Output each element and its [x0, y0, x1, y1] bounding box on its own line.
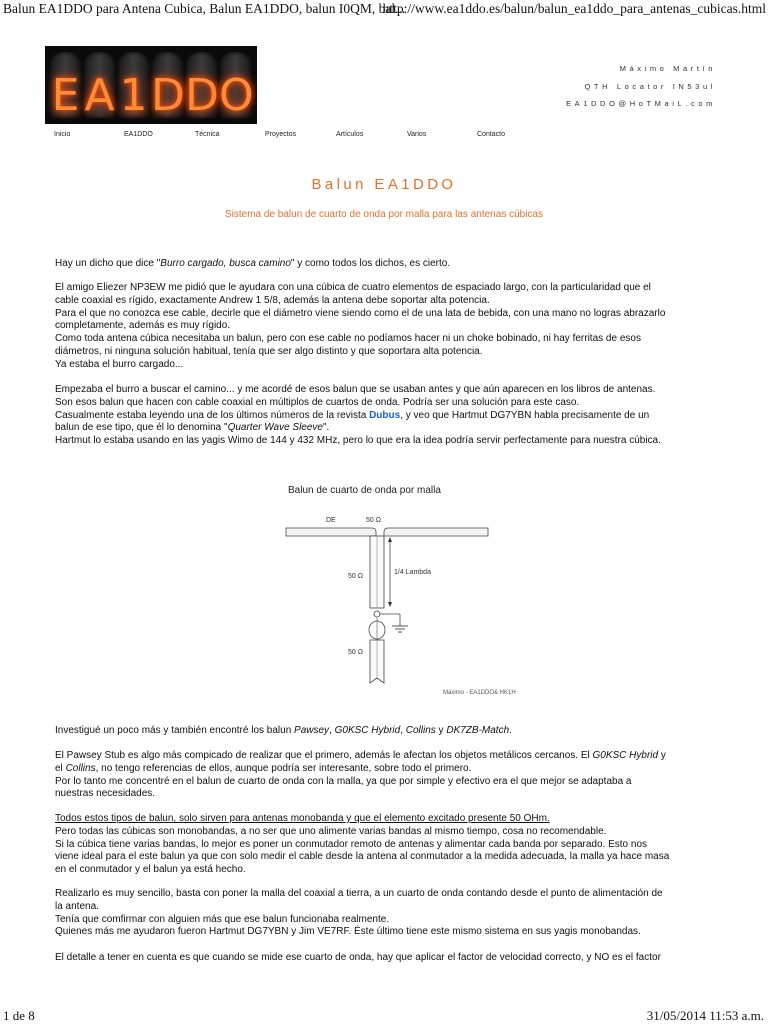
text-fragment: balun de ese tipo, que él lo denomina "	[55, 422, 228, 434]
paragraph-search	[55, 384, 715, 448]
text-line: Por lo tanto me concentré en el balun de cuarto de onda con la malla, ya que por simple y efectivo era el que mejor se adaptaba a	[55, 775, 632, 787]
print-page-number: 1 de 8	[3, 1008, 35, 1023]
text-fragment: ,	[400, 725, 406, 736]
text-line	[55, 422, 715, 435]
label-z-top: 50 Ω	[366, 517, 381, 524]
page-subtitle: Sistema de balun de cuarto de onda por malla para las antenas cúbicas	[225, 209, 543, 220]
text-fragment: " y como todos los dichos, es cierto.	[290, 258, 451, 269]
contact-name: Máximo Martín	[619, 64, 716, 73]
label-quarter-lambda: 1/4 Lambda	[394, 569, 431, 576]
paragraph-monoband	[55, 813, 715, 877]
nav-item-articulos[interactable]: Artículos	[336, 131, 364, 138]
text-fragment: el	[55, 762, 66, 774]
italic-term: DK7ZB-Match	[446, 725, 510, 736]
text-line: cable coaxial es rígido, exactamente Andrew 1 5/8, además la antena debe soportar alta potencia.	[55, 294, 490, 306]
text-line: diámetros, ni ninguna solución habitual, tenía que ser algo distinto y que soportara alta potencia.	[55, 345, 483, 357]
italic-term: Pawsey	[294, 725, 330, 736]
text-line	[55, 763, 715, 776]
logo-char: 1	[119, 70, 148, 121]
text-line: Empezaba el burro a buscar el camino... y me acordé de esos balun que se usaban antes y que aún aparecen en los libros de antenas.	[55, 384, 656, 395]
paragraph-comparison	[55, 750, 715, 801]
paragraph-velocity-factor	[55, 952, 715, 965]
dipole-right-element	[384, 528, 488, 536]
text-line: Tenía que comfirmar con alguien más que ese balun funcionaba realmente.	[55, 913, 390, 925]
text-line: El amigo Eliezer NP3EW me pidió que le ayudara con una cúbica de cuatro elementos de espaciado largo, con la particularidad que el	[55, 282, 651, 293]
text-fragment: .	[509, 725, 512, 736]
text-line: en el conmutador y el balun ya está hecho.	[55, 864, 246, 876]
logo-char: O	[219, 70, 254, 121]
text-line: Ya estaba el burro cargado...	[55, 358, 184, 370]
label-de: DE	[326, 517, 336, 524]
contact-email[interactable]: EA1DDO@HoTMaiL.com	[566, 99, 716, 108]
text-line: nuestras necesidades.	[55, 788, 156, 800]
site-logo[interactable]	[45, 46, 257, 124]
text-line: Quienes más me ayudaron fueron Hartmut DG7YBN y Jim VE7RF. Éste último tiene este mismo sistema en sus yagis monobandas.	[55, 926, 641, 938]
contact-locator: QTH Locator IN53ul	[584, 82, 716, 91]
logo-char: D	[151, 70, 185, 121]
text-fragment: y	[435, 725, 447, 736]
italic-term: Collins	[65, 762, 96, 774]
text-fragment: y	[658, 750, 666, 761]
text-line	[55, 750, 715, 763]
text-line: Si la cúbica tiene varias bandas, lo mejor es poner un conmutador remoto de antenas y alimentar cada banda por separado. Esto nos	[55, 838, 648, 850]
diagram-title: Balun de cuarto de onda por malla	[288, 485, 441, 496]
diagram-credit: Máximo - EA1DDO& HK1H	[443, 690, 516, 696]
text-line: Realizarlo es muy sencillo, basta con poner la malla del coaxial a tierra, a un cuarto de onda contando desde el punto de alimentación de	[55, 888, 663, 899]
text-fragment: El Pawsey Stub es algo más compicado de realizar que el primero, además le afectan los objetos metálicos cercanos. El	[55, 750, 593, 761]
text-line: la antena.	[55, 900, 99, 912]
paragraph-build	[55, 888, 715, 939]
dubus-link[interactable]: Dubus	[369, 409, 401, 421]
dipole-left-element	[286, 528, 376, 536]
text-fragment: ".	[323, 422, 330, 434]
print-footer	[0, 1008, 768, 1024]
text-line: Para el que no conozca ese cable, decirle que el diámetro viene siendo como el de una lata de bebida, con una mano no logras abrazarlo	[55, 307, 666, 319]
main-nav	[0, 131, 768, 143]
text-fragment: ,	[329, 725, 335, 736]
italic-quote: Burro cargado, busca camino	[160, 258, 291, 269]
text-fragment: Investigué un poco más y también encontré los balun	[55, 725, 295, 736]
junction-node	[374, 611, 380, 617]
label-z-bot: 50 Ω	[348, 649, 363, 656]
nav-item-contacto[interactable]: Contacto	[477, 131, 506, 138]
text-line: completamente, además es muy rígido.	[55, 320, 231, 332]
text-fragment: , no tengo referencias de ellos, aunque podría ser interesante, sobre todo el primero.	[95, 762, 472, 774]
balun-diagram	[278, 478, 558, 700]
label-z-mid: 50 Ω	[348, 573, 363, 580]
underlined-statement: Todos estos tipos de balun, solo sirven para antenas monobanda y que el elemento excitado presente 50 OHm.	[55, 813, 550, 824]
nav-item-proyectos[interactable]: Proyectos	[265, 131, 297, 138]
text-line: Son esos balun que hacen con cable coaxial en múltiplos de cuartos de onda. Podría ser una solución para este caso.	[55, 396, 580, 408]
logo-char: E	[51, 70, 80, 121]
text-line	[55, 410, 715, 423]
print-datetime: 31/05/2014 11:53 a.m.	[646, 1008, 764, 1023]
text-line	[55, 725, 715, 738]
italic-term: Collins	[405, 725, 436, 736]
text-fragment: Casualmente estaba leyendo una de los últimos números de la revista	[55, 409, 370, 421]
logo-char: D	[185, 70, 219, 121]
nav-item-ea1ddo[interactable]: EA1DDO	[124, 131, 153, 138]
print-url: http://www.ea1ddo.es/balun/balun_ea1ddo_para_antenas_cubicas.html	[382, 1, 766, 16]
italic-term: G0KSC Hybrid	[334, 725, 401, 736]
logo-char: A	[84, 70, 115, 121]
text-fragment: Hay un dicho que dice "	[55, 258, 161, 269]
text-line: Hartmut lo estaba usando en las yagis Wimo de 144 y 432 MHz, pero lo que era la idea podría servir perfectamente para nuestra cúbica.	[55, 435, 661, 447]
paragraph-intro	[55, 258, 715, 271]
text-fragment: , y veo que Hartmut DG7YBN habla precisamente de un	[400, 409, 650, 421]
print-page-title: Balun EA1DDO para Antena Cubica, Balun EA1DDO, balun I0QM, bal...	[3, 1, 406, 16]
print-header	[0, 0, 768, 18]
text-line: El detalle a tener en cuenta es que cuando se mide ese cuarto de onda, hay que aplicar el factor de velocidad correcto, y NO es el factor	[55, 952, 661, 963]
nav-item-varios[interactable]: Varios	[407, 131, 427, 138]
nav-item-inicio[interactable]: Inicio	[54, 131, 71, 138]
page-title: Balun EA1DDO	[311, 176, 457, 193]
italic-term: Quarter Wave Sleeve	[227, 422, 323, 434]
paragraph-request	[55, 282, 715, 372]
italic-term: G0KSC Hybrid	[592, 750, 659, 761]
text-line	[55, 258, 715, 271]
text-line: Pero todas las cúbicas son monobandas, a no ser que uno alimente varias bandas al mismo tiempo, cosa no recomendable.	[55, 825, 607, 837]
nav-item-tecnica[interactable]: Técnica	[195, 131, 220, 138]
paragraph-other-baluns	[55, 725, 715, 738]
text-line: viene ideal para el este balun ya que con solo medir el cable desde la antena al conmutador a la medida adecuada, la malla ya hace masa	[55, 851, 670, 863]
text-line: Como toda antena cúbica necesitaba un balun, pero con ese cable no podíamos hacer ni un choke bobinado, ni hay ferritas de esos	[55, 333, 641, 345]
